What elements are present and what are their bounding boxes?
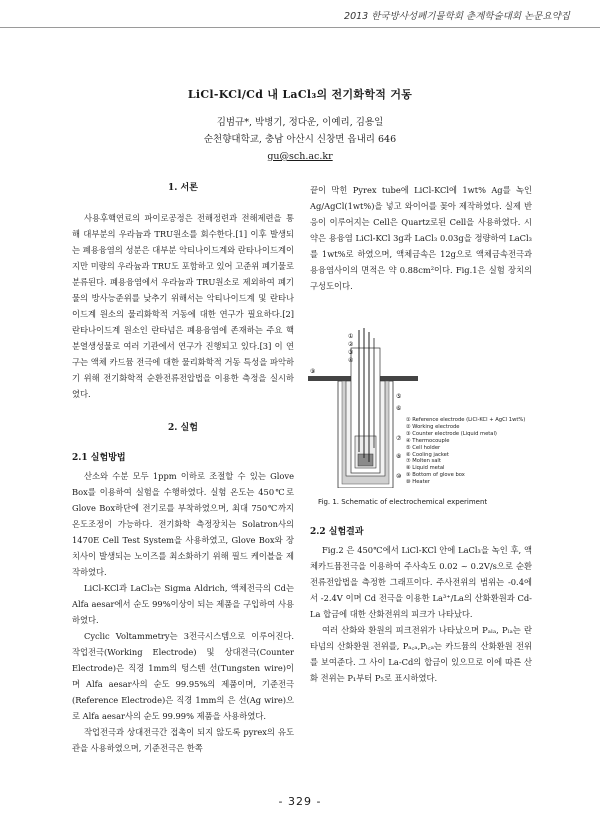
method-paragraph: 작업전극과 상대전극간 접촉이 되지 않도록 pyrex의 유도관을 사용하였으며, 기준전극은 한쪽 — [72, 727, 294, 753]
callout-9: ⑨ — [310, 368, 316, 375]
legend-item: ② Working electrode — [406, 423, 460, 430]
result-paragraph: 여러 산화와 환원의 피크전위가 나타났으며 Pₐₗₐ, Pₗₐ는 란타넘의 산화환원 전위를, Pₐ꜀ₐ,Pₗ꜀ₐ는 카드뮴의 산화환원 전위를 보여준다. 그 사이 La-Cd의 합금이 있으므로 이에 따른 산화 전위는 P₁부터 P₅로 표시하였다. — [310, 625, 532, 683]
header-note: 2013 한국방사성폐기물학회 춘계학술대회 논문요약집 — [344, 11, 570, 22]
callout-1: ① — [348, 333, 354, 340]
legend-item: ⑥ Cooling jacket — [406, 451, 449, 458]
experiment-heading: 2. 실험 — [168, 423, 198, 433]
legend-item: ⑤ Cell holder — [406, 444, 441, 451]
callout-7: ⑦ — [396, 435, 402, 442]
callout-8: ⑧ — [396, 453, 402, 460]
legend-item: ⑦ Molten salt — [406, 458, 441, 465]
intro-paragraph: 사용후핵연료의 파이로공정은 전해정련과 전해제련을 통해 대부분의 우라늄과 TRU원소를 회수한다.[1] 이후 발생되는 폐용융염의 성분은 대부분 악티나이드계와 란타나이드계이지만 미량의 우라늄과 TRU도 포함하고 있어 고준위 폐기물로 분류된다. 폐용융염에서 우라늄과 TRU원소로 제외하여 폐기물의 방사능준위를 낮추기 위해서는 악티나이드계 및 란타나이드계 원소의 물리화학적 거동에 대한 연구가 필요하다.[2] 란타나이드계 원소인 란타넘은 폐용융염에 존재하는 주요 핵분열생성물로 여러 기관에서 연구가 진행되고 있다.[3] 이 연구는 액체 카드뮴 전극에 대한 물리화학적 거동 특성을 파악하기 위해 전기화학적 순환전류전압법을 이용한 측정을 실시하였다. — [72, 213, 294, 399]
author-email-link[interactable]: gu@sch.ac.kr — [267, 151, 333, 162]
method-paragraph: Cyclic Voltammetry는 3전극시스템으로 이루어진다. 작업전극(Working Electrode) 및 상대전극(Counter Electrode)은 직경 1mm의 텅스텐 선(Tungsten wire)이며 Alfa aesar사의 순도 99.95%의 제품이며, 기준전극(Reference Electrode)은 직경 1mm의 은 선(Ag wire)으로 Alfa aesar사의 순도 99.99% 제품을 사용하였다. — [72, 631, 294, 721]
header-rule — [0, 27, 600, 28]
figure-1 — [308, 328, 538, 488]
method-heading: 2.1 실험방법 — [72, 453, 126, 463]
figure-legend — [406, 417, 541, 486]
figure-caption: Fig. 1. Schematic of electrochemical experiment — [318, 498, 488, 506]
liquid-metal — [358, 454, 373, 466]
left-column — [72, 180, 294, 756]
right-column-bottom — [310, 524, 532, 686]
method-paragraph: LiCl-KCl과 LaCl₃는 Sigma Aldrich, 액체전극의 Cd는 Alfa aesar에서 순도 99%이상이 되는 제품을 구입하여 사용하였다. — [72, 583, 294, 625]
result-paragraph: Fig.2 은 450℃에서 LiCl-KCl 안에 LaCl₃을 녹인 후, 액체카드뮴전극을 이용하여 주사속도 0.02 ~ 0.2V/s으로 순환전류전압법을 측정한 그래프이다. 주사전위의 범위는 -0.4에서 -2.4V 이며 Cd 전극을 이용한 La³⁺/La의 산화환원과 Cd-La 합금에 대한 산화전위의 피크가 나타났다. — [310, 545, 532, 619]
callout-10: ⑩ — [396, 473, 402, 480]
method-paragraph: 산소와 수분 모두 1ppm 이하로 조절할 수 있는 Glove Box를 이용하여 실험을 수행하였다. 실험 온도는 450℃로 Glove Box하단에 전기로를 부착하였으며, 최대 750℃까지 온도조정이 가능하다. 전기화학 측정장치는 Solatron사의 1470E Cell Test System을 사용하였고, Glove Box와 장치사이 발생되는 노이즈를 최소화하기 위해 필드 케이블을 제작하였다. — [72, 471, 294, 577]
legend-item: ① Reference electrode (LiCl-KCl + AgCl 1wt%) — [406, 417, 526, 423]
callout-5: ⑤ — [396, 393, 402, 400]
legend-item: ④ Thermocouple — [406, 437, 450, 444]
author-list: 김범규*, 박병기, 정다운, 이예리, 김용일 — [216, 117, 384, 128]
callout-6: ⑥ — [396, 405, 402, 412]
legend-item: ⑧ Liquid metal — [406, 465, 445, 472]
paper-title: LiCl-KCl/Cd 내 LaCl₃의 전기화학적 거동 — [187, 88, 413, 101]
affiliation: 순천향대학교, 충남 아산시 신창면 읍내리 646 — [203, 134, 397, 145]
callout-2: ② — [348, 341, 354, 348]
callout-4: ④ — [348, 357, 354, 364]
legend-item: ⑨ Bottom of glove box — [406, 472, 465, 479]
legend-item: ③ Counter electrode (Liquid metal) — [406, 430, 497, 437]
right-paragraph: 끝이 막힌 Pyrex tube에 LiCl-KCl에 1wt% Ag를 녹인Ag/AgCl(1wt%)을 넣고 와이어를 꽂아 제작하였다. 실제 반응이 이루어지는 Cell은 Quartz로된 Cell을 사용하였다. 시약은 용융염 LiCl-KCl 3g과 LaCl₃ 0.03g을 정량하여 LaCl₃를 1wt%로 하였으며, 액체금속은 12g으로 액체금속전극과 용융염사이의 면적은 약 0.88cm²이다. Fig.1은 실험 장치의 구성도이다. — [310, 185, 532, 291]
intro-heading: 1. 서론 — [168, 183, 198, 193]
result-heading: 2.2 실험결과 — [310, 527, 364, 537]
callout-3: ③ — [348, 349, 354, 356]
legend-item: ⑩ Heater — [406, 479, 430, 486]
author-block — [0, 114, 600, 165]
page-number: - 329 - — [278, 795, 322, 808]
right-column-top — [310, 182, 532, 294]
